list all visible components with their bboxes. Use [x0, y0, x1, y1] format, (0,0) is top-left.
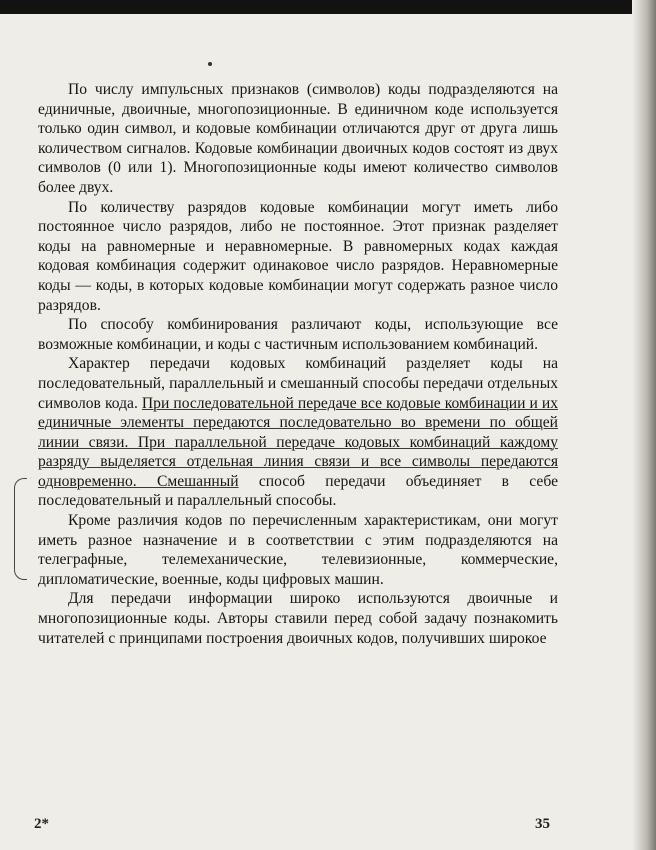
- paragraph-4-text: Характер передачи кодовых комбинаций разделяет коды на последовательный, параллельный и смешанный способы передачи отдельных символов кода.: [38, 355, 558, 412]
- paragraph-1: [38, 80, 558, 198]
- paragraph-3-text: По способу комбинирования различают коды, использующие все возможные комбинации, и коды с частичным использованием комбинаций.: [38, 316, 558, 353]
- printer-signature: 2*: [34, 816, 49, 832]
- paragraph-4: [38, 354, 558, 511]
- page-number: 35: [535, 816, 550, 832]
- scan-right-shadow: [632, 0, 656, 850]
- paragraph-6-text: Для передачи информации широко используются двоичные и многопозиционные коды. Авторы ставили перед собой задачу познакомить читателей с принципами построения двоичных кодов, получивших широкое: [38, 590, 558, 647]
- paragraph-2-text: По количеству разрядов кодовые комбинации могут иметь либо постоянное число разрядов, либо не постоянное. Этот признак разделяет коды на равномерные и неравномерные. В равномерных кодах каждая кодовая комбинация содержит одинаковое число разрядов. Неравномерные коды — коды, в которых кодовые комбинации могут содержать разное число разрядов.: [38, 198, 558, 314]
- paragraph-3: [38, 315, 558, 354]
- paragraph-4-tail: способ передачи объединяет в себе последовательный и параллельный способы.: [38, 472, 558, 510]
- page-text: [38, 80, 558, 648]
- paragraph-5: [38, 511, 558, 589]
- paragraph-1-text: По числу импульсных признаков (символов) коды подразделяются на единичные, двоичные, многопозиционные. В единичном коде используется только один символ, и кодовые комбинации отличаются друг от друга лишь количеством сигналов. Кодовые комбинации двоичных кодов состоят из двух символов (0 или 1). Многопозиционные коды имеют количество символов более двух.: [38, 81, 558, 196]
- paragraph-6: [38, 589, 558, 648]
- paragraph-2: [38, 198, 558, 316]
- paragraph-4-struck-text: При последовательной передаче все кодовые комбинации и их единичные элементы передаются последовательно во времени по общей линии связи. При параллельной передаче кодовых комбинаций каждому разряду выделяется отдельная линия связи и все символы передаются одновременно. Смешанный: [38, 394, 558, 490]
- ink-speck: [208, 62, 212, 66]
- margin-bracket-mark: [14, 478, 27, 580]
- paragraph-5-text: Кроме различия кодов по перечисленным характеристикам, они могут иметь разное назначение и в соответствии с этим подразделяются на телеграфные, телемеханические, телевизионные, коммерческие, дипломатические, военные, коды цифровых машин.: [38, 512, 558, 588]
